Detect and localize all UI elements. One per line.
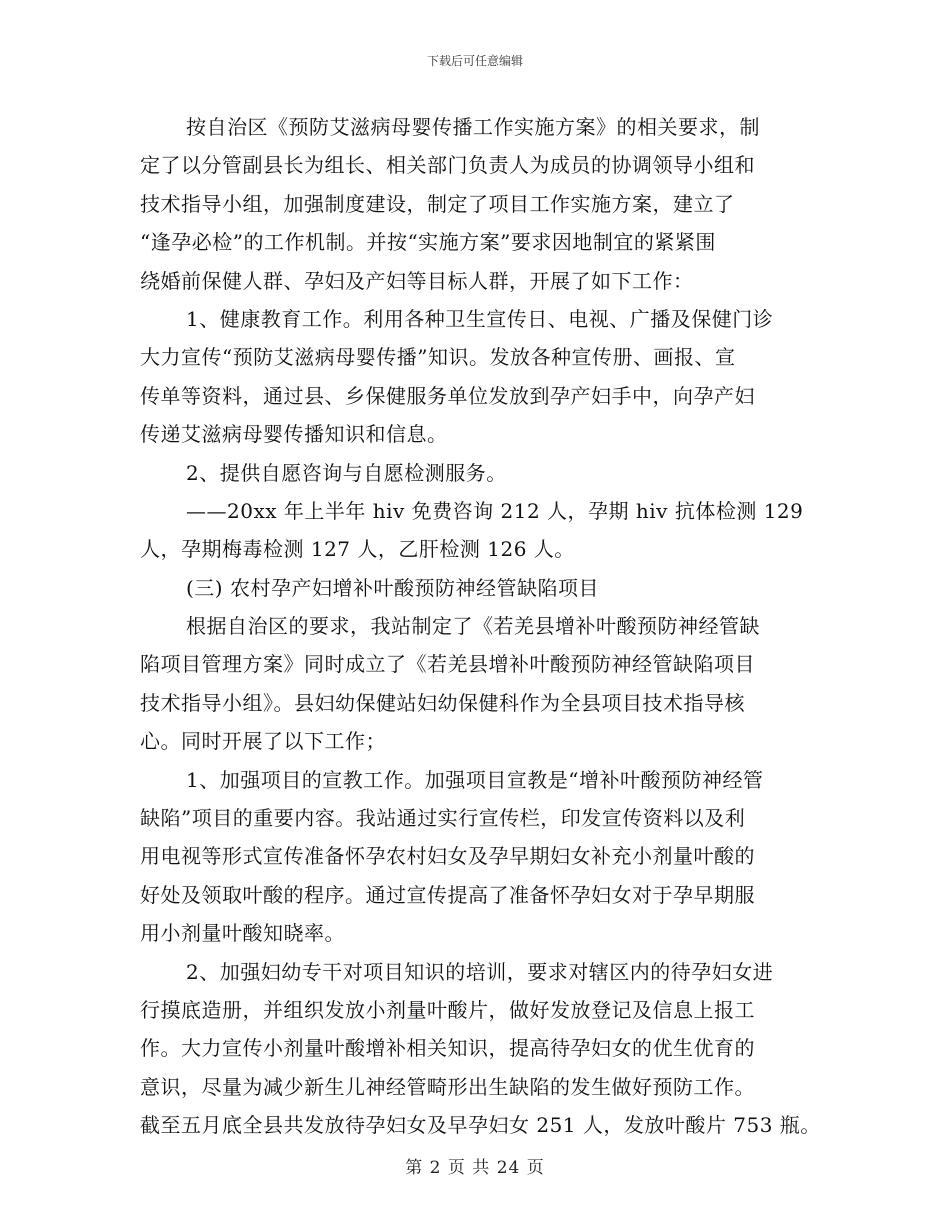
section-heading: (三) 农村孕产妇增补叶酸预防神经管缺陷项目 [186,575,599,600]
paragraph-line: 传单等资料，通过县、乡保健服务单位发放到孕产妇手中，向孕产妇 [140,383,755,408]
paragraph-line: 定了以分管副县长为组长、相关部门负责人为成员的协调领导小组和 [140,153,755,178]
paragraph-line: 作。大力宣传小剂量叶酸增补相关知识，提高待孕妇女的优生优育的 [140,1036,755,1061]
paragraph-line: ——20xx 年上半年 hiv 免费咨询 212 人，孕期 hiv 抗体检测 129 [186,498,804,523]
paragraph-line: 用小剂量叶酸知晓率。 [140,921,345,946]
paragraph-line: “逢孕必检”的工作机制。并按“实施方案”要求因地制宜的紧紧围 [140,230,716,255]
paragraph-line: 行摸底造册，并组织发放小剂量叶酸片，做好发放登记及信息上报工 [140,997,755,1022]
paragraph-line: 用电视等形式宣传准备怀孕农村妇女及孕早期妇女补充小剂量叶酸的 [140,844,755,869]
paragraph-line: 意识，尽量为减少新生儿神经管畸形出生缺陷的发生做好预防工作。 [140,1074,755,1099]
paragraph-line: 2、加强妇幼专干对项目知识的培训，要求对辖区内的待孕妇女进 [186,959,774,984]
paragraph-line: 技术指导小组，加强制度建设，制定了项目工作实施方案，建立了 [140,191,735,216]
paragraph-line: 绕婚前保健人群、孕妇及产妇等目标人群，开展了如下工作： [140,268,694,293]
paragraph-line: 1、加强项目的宣教工作。加强项目宣教是“增补叶酸预防神经管 [186,767,764,792]
paragraph-line: 1、健康教育工作。利用各种卫生宣传日、电视、广播及保健门诊 [186,306,774,331]
paragraph-line: 传递艾滋病母婴传播知识和信息。 [140,422,448,447]
paragraph-line: 按自治区《预防艾滋病母婴传播工作实施方案》的相关要求，制 [186,115,760,139]
paragraph-line: 缺陷”项目的重要内容。我站通过实行宣传栏，印发宣传资料以及利 [140,806,746,831]
paragraph-line: 陷项目管理方案》同时成立了《若羌县增补叶酸预防神经管缺陷项目 [140,652,755,677]
page-header: 下载后可任意编辑 [426,54,523,68]
page-number-footer: 第 2 页 共 24 页 [405,1158,545,1178]
paragraph-line: 根据自治区的要求，我站制定了《若羌县增补叶酸预防神经管缺 [186,614,760,639]
document-body [140,108,840,1145]
paragraph-line: 技术指导小组》。县妇幼保健站妇幼保健科作为全县项目技术指导核 [140,690,745,715]
paragraph-line: 心。同时开展了以下工作； [140,729,386,754]
paragraph-line: 2、提供自愿咨询与自愿检测服务。 [186,460,507,485]
paragraph-line: 好处及领取叶酸的程序。通过宣传提高了准备怀孕妇女对于孕早期服 [140,882,755,907]
paragraph-line: 大力宣传“预防艾滋病母婴传播”知识。发放各种宣传册、画报、宣 [140,345,736,370]
paragraph-line: 人，孕期梅毒检测 127 人，乙肝检测 126 人。 [140,537,575,562]
paragraph-line: 截至五月底全县共发放待孕妇女及早孕妇女 251 人，发放叶酸片 753 瓶。 [140,1113,821,1138]
